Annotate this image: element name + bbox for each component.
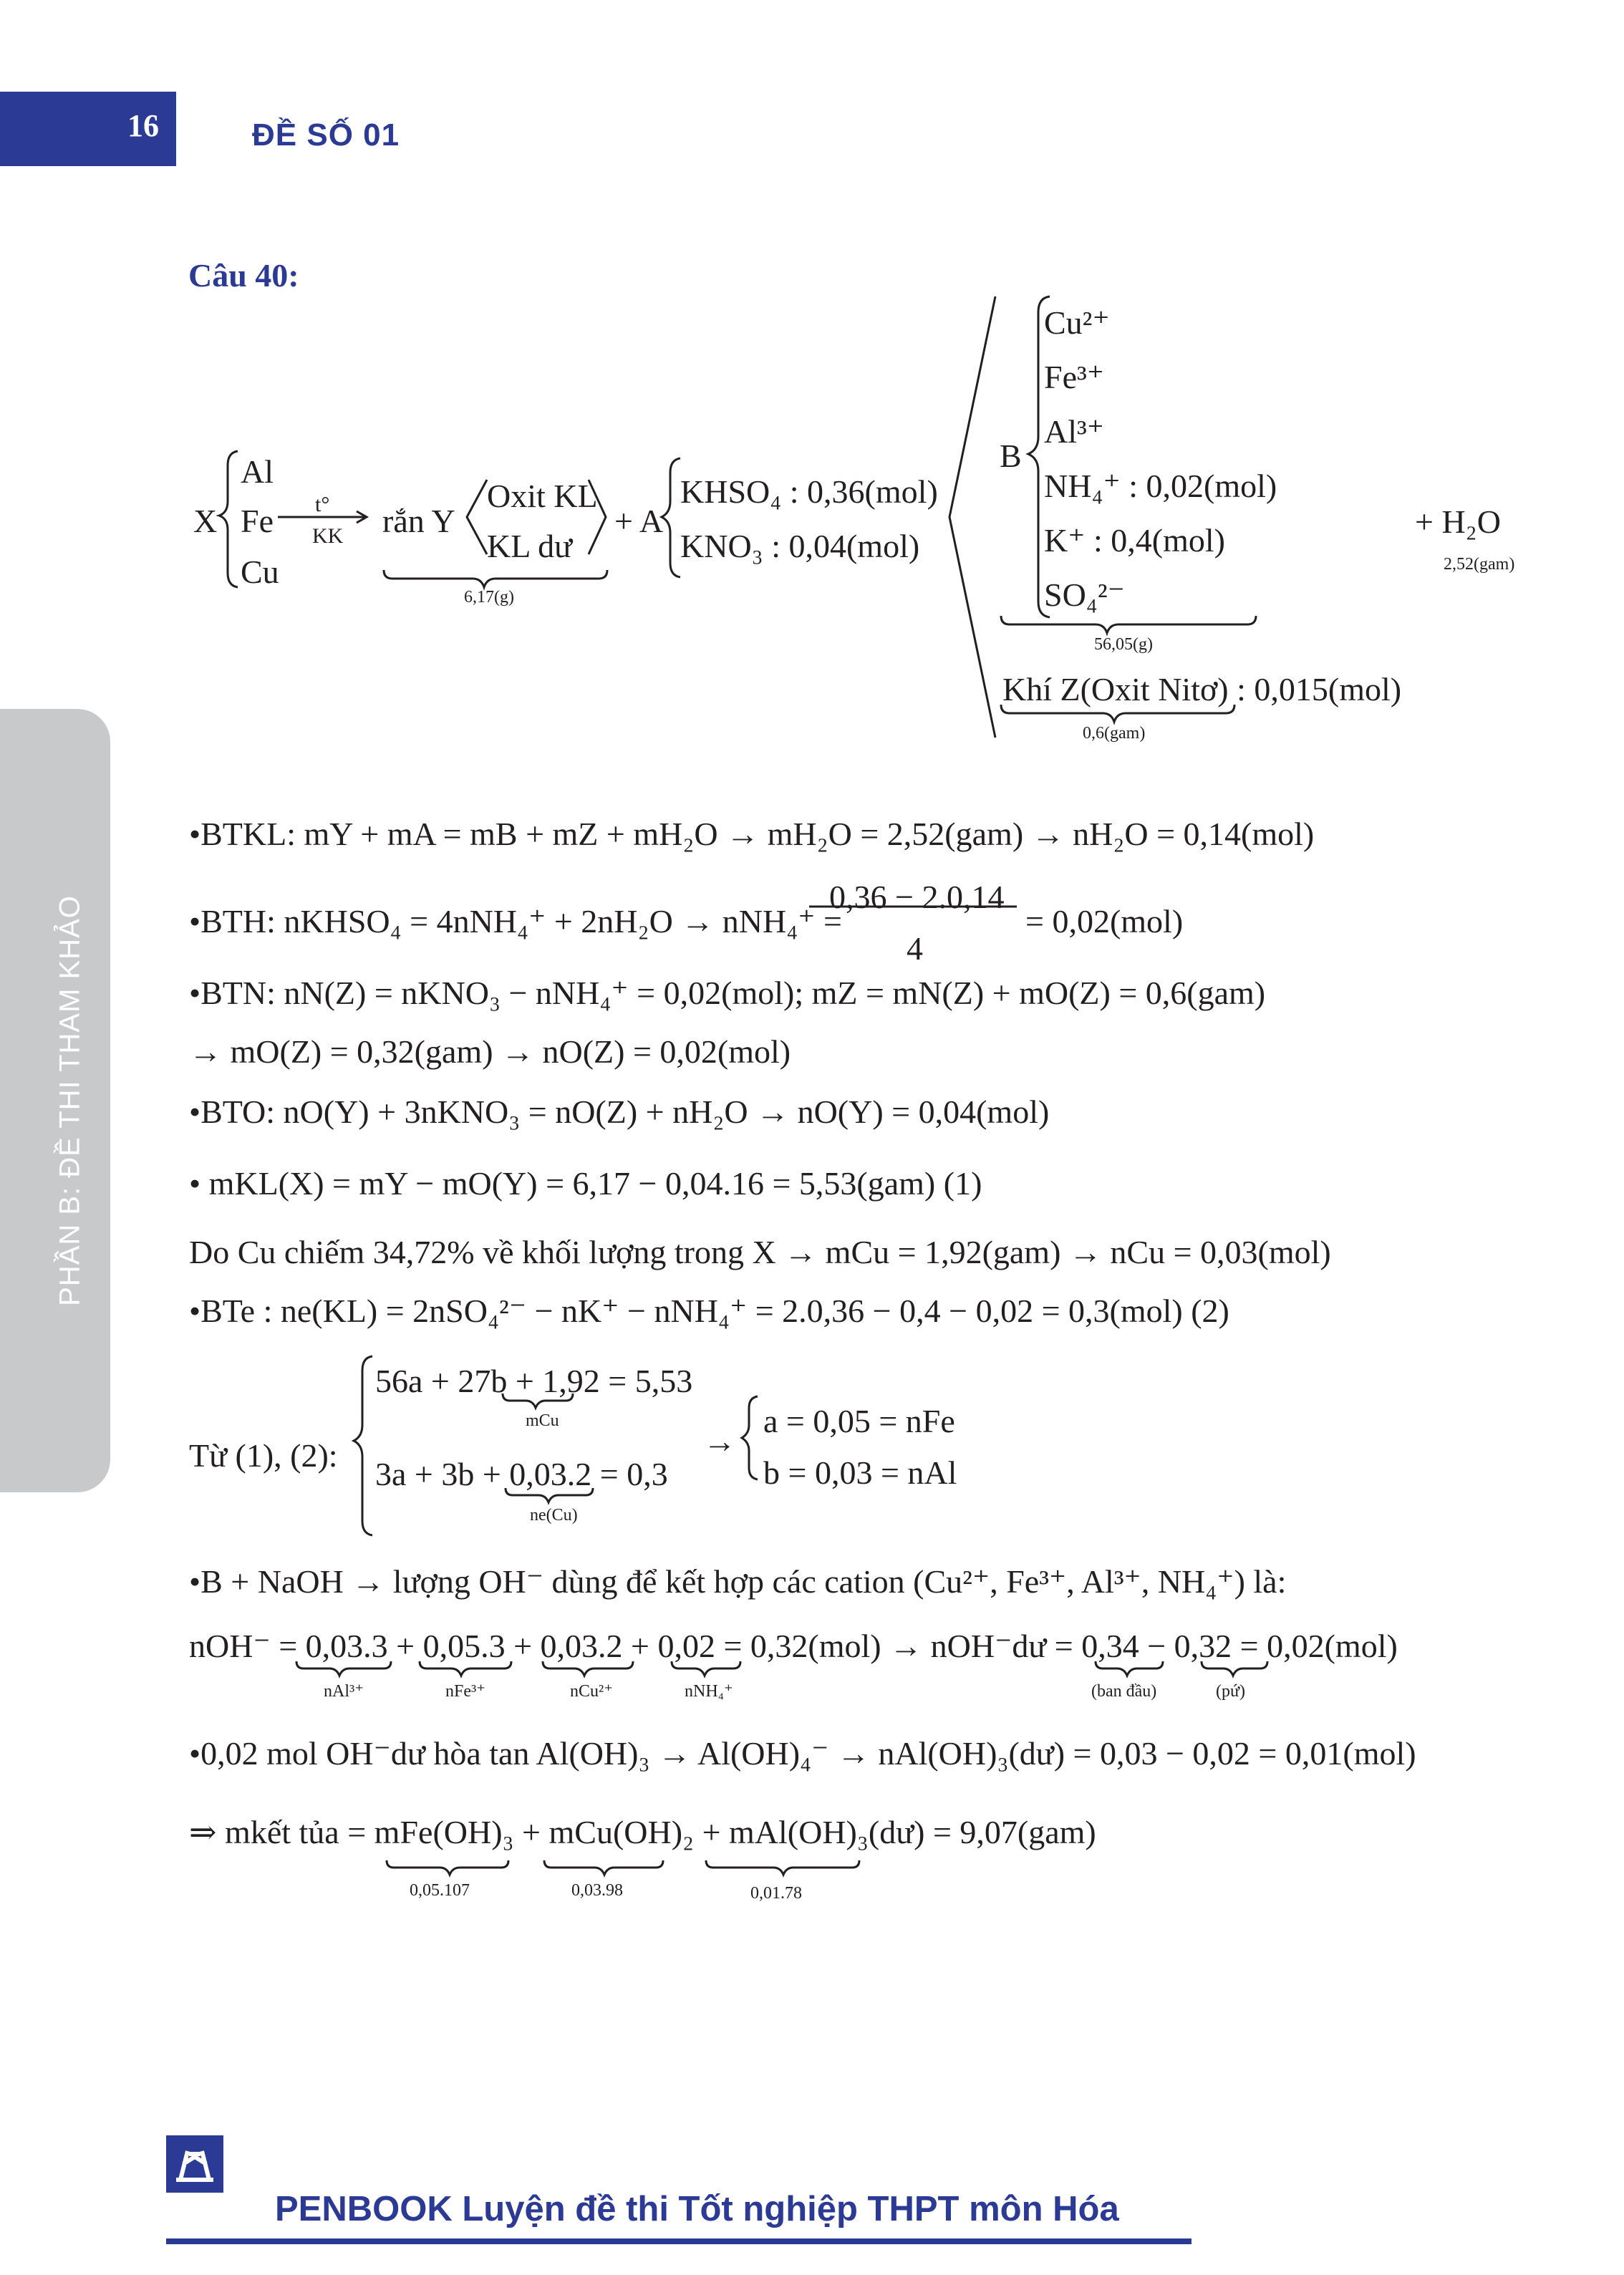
line-mkl: • mKL(X) = mY − mO(Y) = 6,17 − 0,04.16 = 5,53(gam) (1) [189, 1165, 982, 1202]
system-prefix: Từ (1), (2): [189, 1437, 338, 1474]
gas-mass: 0,6(gam) [1083, 724, 1146, 743]
bth-result: = 0,02(mol) [1025, 903, 1184, 940]
line-bte: •BTe : ne(KL) = 2nSO₄²⁻ − nK⁺ − nNH₄⁺ = 2.0,36 − 0,4 − 0,02 = 0,3(mol) (2) [189, 1293, 1229, 1329]
under-initial: (ban đầu) [1091, 1682, 1157, 1701]
header-title: ĐỀ SỐ 01 [252, 117, 400, 153]
b-item-al: Al³⁺ [1044, 413, 1105, 450]
question-title: Câu 40: [188, 257, 299, 294]
under-aloh3: 0,01.78 [750, 1884, 802, 1903]
arrow-top-label: t° [315, 493, 330, 516]
system-eq2-note: ne(Cu) [530, 1506, 578, 1525]
page-number: 16 [127, 108, 159, 143]
x-item-al: Al [241, 453, 274, 490]
water-mass: 2,52(gam) [1444, 555, 1515, 574]
under-reacted: (pứ) [1216, 1682, 1245, 1701]
line-btn: •BTN: nN(Z) = nKNO₃ − nNH₄⁺ = 0,02(mol); mZ = mN(Z) + mO(Z) = 0,6(gam) [189, 975, 1266, 1011]
b-item-so4: SO₄²⁻ [1044, 576, 1125, 613]
system-eq1-note: mCu [526, 1411, 559, 1430]
side-tab-label: PHẦN B: ĐỀ THI THAM KHẢO [54, 895, 86, 1306]
b-item-nh4: NH₄⁺ : 0,02(mol) [1044, 468, 1277, 504]
line-bto: •BTO: nO(Y) + 3nKNO₃ = nO(Z) + nH₂O → nO(Y) = 0,04(mol) [189, 1093, 1050, 1130]
arrow-bottom-label: KK [312, 524, 344, 548]
scheme-b: B [1000, 438, 1022, 474]
line-cu-percent: Do Cu chiếm 34,72% về khối lượng trong X → mCu = 1,92(gam) → nCu = 0,03(mol) [189, 1234, 1331, 1270]
under-fe: nFe³⁺ [445, 1682, 485, 1701]
system-res2: b = 0,03 = nAl [763, 1454, 957, 1491]
bth-numerator: 0,36 − 2.0,14 [829, 879, 1005, 915]
y-item-oxide: Oxit KL [487, 478, 598, 514]
line-btkl: •BTKL: mY + mA = mB + mZ + mH₂O → mH₂O = 2,52(gam) → nH₂O = 0,14(mol) [189, 816, 1315, 852]
under-al: nAl³⁺ [324, 1682, 364, 1701]
gas-z: Khí Z(Oxit Nitơ) : 0,015(mol) [1002, 671, 1402, 707]
under-nh4: nNH₄⁺ [685, 1682, 733, 1701]
a-item-kno3: KNO₃ : 0,04(mol) [680, 528, 920, 564]
footer-text: PENBOOK Luyện đề thi Tốt nghiệp THPT môn Hóa [275, 2190, 1119, 2228]
a-item-khso4: KHSO₄ : 0,36(mol) [680, 473, 938, 510]
line-moz: → mO(Z) = 0,32(gam) → nO(Z) = 0,02(mol) [189, 1033, 791, 1070]
plus-a: + A [614, 503, 664, 539]
system-eq1: 56a + 27b + 1,92 = 5,53 [375, 1363, 693, 1399]
line-noh: nOH⁻ = 0,03.3 + 0,05.3 + 0,03.2 + 0,02 = 0,32(mol) → nOH⁻dư = 0,34 − 0,32 = 0,02(mol) [189, 1628, 1398, 1664]
b-item-cu: Cu²⁺ [1044, 304, 1110, 341]
scheme-x: X [193, 503, 218, 539]
line-bth: •BTH: nKHSO₄ = 4nNH₄⁺ + 2nH₂O → nNH₄⁺ = [189, 903, 842, 940]
system-res1: a = 0,05 = nFe [763, 1403, 955, 1439]
penbook-logo-icon [166, 2135, 223, 2193]
system-eq2: 3a + 3b + 0,03.2 = 0,3 [375, 1456, 668, 1492]
under-feoh3: 0,05.107 [410, 1881, 470, 1900]
solid-y: rắn Y [382, 503, 455, 539]
line-naoh: •B + NaOH → lượng OH⁻ dùng để kết hợp các cation (Cu²⁺, Fe³⁺, Al³⁺, NH₄⁺) là: [189, 1563, 1287, 1600]
b-mass: 56,05(g) [1094, 635, 1153, 654]
y-mass: 6,17(g) [464, 588, 514, 607]
x-item-cu: Cu [241, 554, 279, 590]
b-item-k: K⁺ : 0,4(mol) [1044, 522, 1225, 559]
x-item-fe: Fe [241, 503, 274, 539]
footer-divider [166, 2238, 1192, 2244]
under-cu: nCu²⁺ [570, 1682, 613, 1701]
system-arrow: → [703, 1423, 736, 1459]
y-item-metal: KL dư [487, 528, 573, 564]
b-item-fe: Fe³⁺ [1044, 359, 1105, 395]
bth-denominator: 4 [907, 930, 923, 967]
under-cuoh2: 0,03.98 [571, 1881, 623, 1900]
water: + H₂O [1415, 503, 1501, 540]
line-dissolve: •0,02 mol OH⁻dư hòa tan Al(OH)₃ → Al(OH)₄⁻ → nAl(OH)₃(dư) = 0,03 − 0,02 = 0,01(mol) [189, 1735, 1416, 1772]
line-final: ⇒ mkết tủa = mFe(OH)₃ + mCu(OH)₂ + mAl(OH)₃(dư) = 9,07(gam) [189, 1814, 1096, 1850]
